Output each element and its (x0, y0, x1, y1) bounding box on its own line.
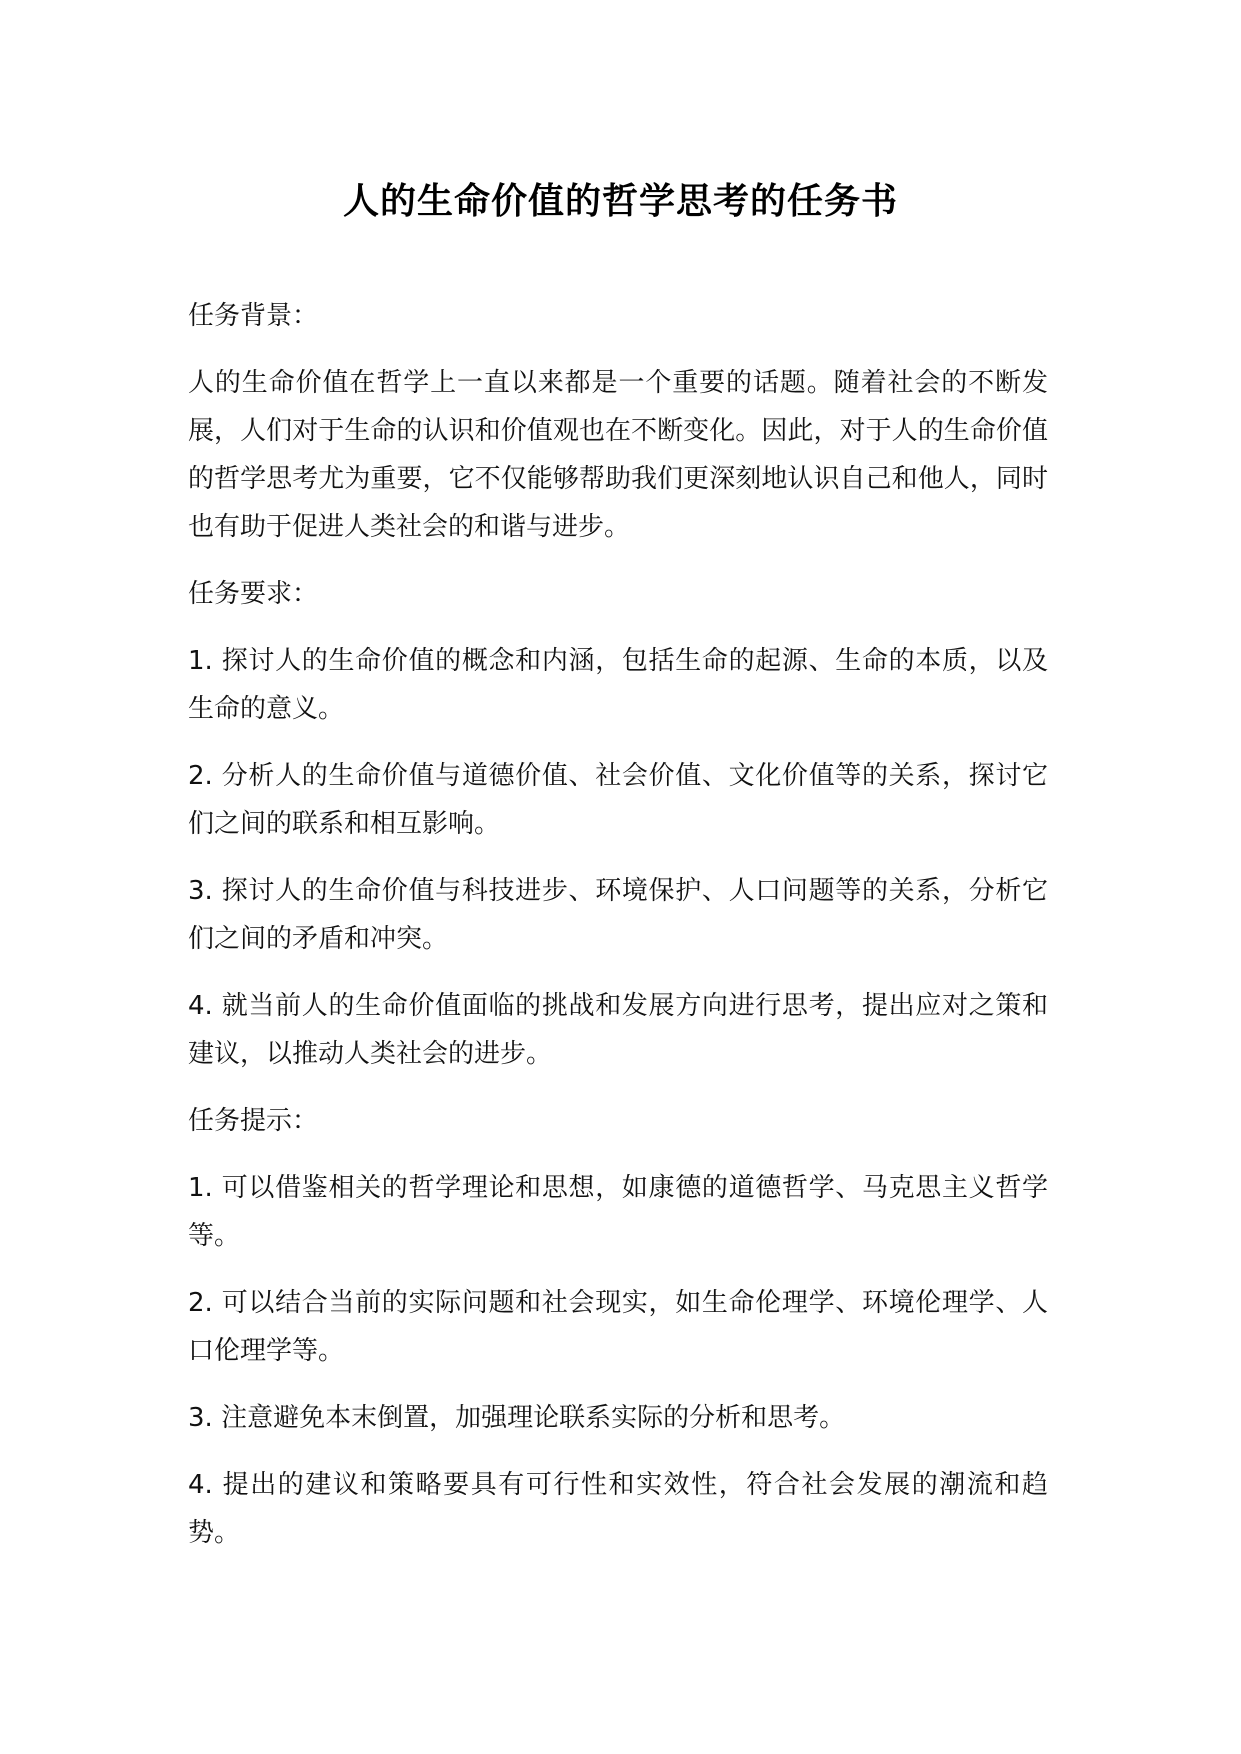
document-title: 人的生命价值的哲学思考的任务书 (342, 181, 898, 222)
requirement-item-1: 1. 探讨人的生命价值的概念和内涵，包括生命的起源、生命的本质，以及生命的意义。 (188, 646, 1048, 724)
document-body (188, 292, 1048, 1576)
hint-item-1: 1. 可以借鉴相关的哲学理论和思想，如康德的道德哲学、马克思主义哲学等。 (188, 1173, 1048, 1251)
requirements-heading: 任务要求： (188, 579, 319, 609)
requirement-item-4: 4. 就当前人的生命价值面临的挑战和发展方向进行思考，提出应对之策和建议，以推动人类社会的进步。 (188, 991, 1048, 1069)
hint-item-3: 3. 注意避免本末倒置，加强理论联系实际的分析和思考。 (188, 1403, 846, 1433)
background-paragraph: 人的生命价值在哲学上一直以来都是一个重要的话题。随着社会的不断发展，人们对于生命的认识和价值观也在不断变化。因此，对于人的生命价值的哲学思考尤为重要，它不仅能够帮助我们更深刻地认识自己和他人，同时也有助于促进人类社会的和谐与进步。 (188, 368, 1048, 542)
hint-item-2: 2. 可以结合当前的实际问题和社会现实，如生命伦理学、环境伦理学、人口伦理学等。 (188, 1288, 1048, 1366)
requirement-item-2: 2. 分析人的生命价值与道德价值、社会价值、文化价值等的关系，探讨它们之间的联系和相互影响。 (188, 761, 1048, 839)
hint-item-4: 4. 提出的建议和策略要具有可行性和实效性，符合社会发展的潮流和趋势。 (188, 1470, 1048, 1548)
background-heading: 任务背景： (188, 301, 319, 331)
hints-heading: 任务提示： (188, 1106, 319, 1136)
requirement-item-3: 3. 探讨人的生命价值与科技进步、环境保护、人口问题等的关系，分析它们之间的矛盾和冲突。 (188, 876, 1048, 954)
